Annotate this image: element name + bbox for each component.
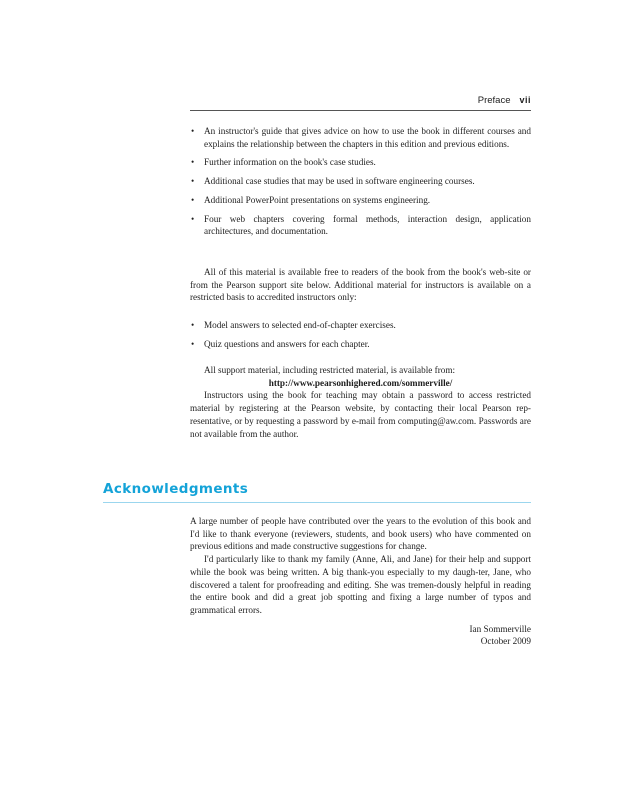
instructor-list-block — [190, 319, 531, 356]
list-item — [190, 338, 531, 351]
bullet-icon: • — [191, 213, 195, 224]
bullet-icon: • — [191, 126, 195, 136]
support-url-link[interactable]: http://www.pearsonhighered.com/sommerville/ — [268, 377, 453, 388]
resource-bullet-list — [190, 125, 531, 238]
section-rule — [103, 502, 531, 503]
signature-date: October 2009 — [480, 636, 531, 647]
acknowledgments-paragraph-1: A large number of people have contributed over the years to the evolution of this book and I'd like to thank everyone (reviewers, students, and book users) who have commented on previous editions and made constructive suggestions for change. — [190, 516, 531, 552]
header-rule — [190, 110, 531, 111]
bullet-icon: • — [191, 157, 195, 168]
running-header — [190, 95, 531, 106]
acknowledgments-paragraph-2: I'd particularly like to thank my family (Anne, Ali, and Jane) for their help and support while the book was being written. A big thank-you especially to my daugh-ter, Jane, who discovered a talent for proofreading and editing. She was tremen-dously helpful in reading the entire book and did a great job spotting and fixing a large number of typos and grammatical errors. — [190, 554, 531, 615]
list-item — [190, 175, 531, 188]
list-item — [190, 319, 531, 332]
list-item-text: Model answers to selected end-of-chapter exercises. — [204, 320, 396, 330]
list-item-text: An instructor's guide that gives advice on how to use the book in different courses and explains the relationship between the chapters in this edition and previous editions. — [204, 126, 531, 149]
list-item-text: Quiz questions and answers for each chapter. — [204, 338, 370, 349]
acknowledgments-body — [190, 515, 531, 648]
bullet-icon: • — [191, 320, 195, 330]
instructor-bullet-list — [190, 319, 531, 350]
support-block — [190, 364, 531, 440]
bullet-icon: • — [191, 176, 195, 187]
support-line: All support material, including restricted material, is available from: — [204, 365, 456, 375]
page-number: vii — [519, 95, 531, 105]
bullet-icon: • — [191, 338, 195, 349]
list-item — [190, 213, 531, 238]
list-item — [190, 156, 531, 169]
resource-list-block — [190, 125, 531, 244]
free-material-paragraph: All of this material is available free to readers of the book from the book's web-site or from the Pearson support site below. Additional material for instructors is available on a restricted basis to accredited instructors only: — [190, 267, 531, 303]
free-material-paragraph-block — [190, 266, 531, 304]
list-item-text: Additional PowerPoint presentations on systems engineering. — [204, 194, 431, 205]
list-item-text: Further information on the book's case studies. — [204, 157, 376, 168]
acknowledgments-heading: Acknowledgments — [103, 481, 249, 497]
author-signature: Ian Sommerville — [469, 623, 531, 634]
list-item-text: Additional case studies that may be used in software engineering courses. — [204, 176, 475, 187]
list-item-text: Four web chapters covering formal methods, interaction design, application architectures, and documentation. — [204, 213, 531, 237]
list-item — [190, 125, 531, 150]
header-section-title: Preface — [477, 95, 511, 106]
bullet-icon: • — [191, 194, 195, 205]
list-item — [190, 194, 531, 207]
instructors-paragraph: Instructors using the book for teaching may obtain a password to access restricted material by registering at the Pearson website, by contacting their local Pearson rep-resentative, or by requesting a password by e-mail from computing@aw.com. Passwords are not available from the author. — [190, 390, 531, 439]
